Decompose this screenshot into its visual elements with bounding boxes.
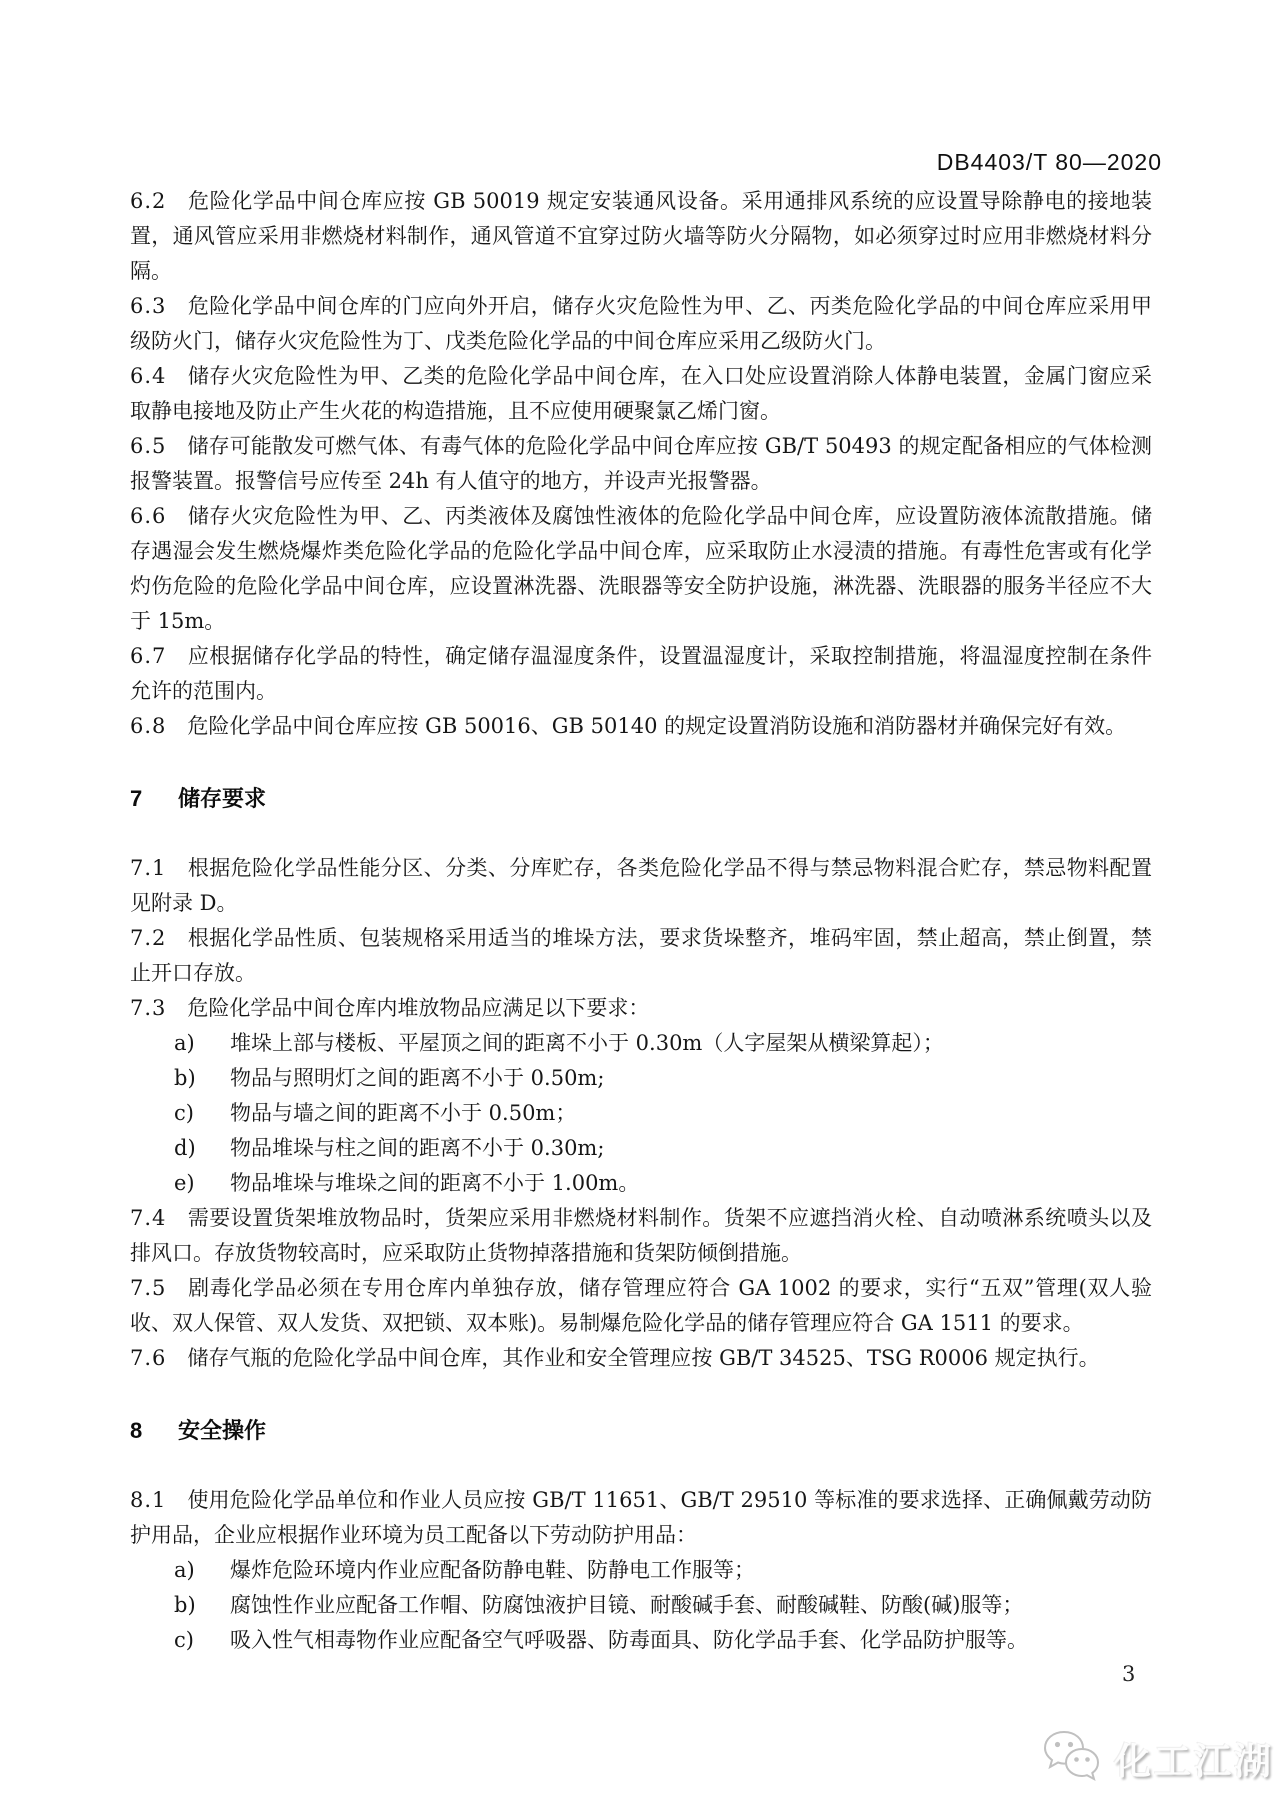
clause-number: 6.8 <box>130 714 167 738</box>
clause-text: 危险化学品中间仓库的门应向外开启，储存火灾危险性为甲、乙、丙类危险化学品的中间仓库应采用甲级防火门，储存火灾危险性为丁、戊类危险化学品的中间仓库应采用乙级防火门。 <box>130 294 1152 353</box>
clause-text: 危险化学品中间仓库应按 GB 50016、GB 50140 的规定设置消防设施和消防器材并确保完好有效。 <box>187 714 1127 738</box>
list-item-text: 堆垛上部与楼板、平屋顶之间的距离不小于 0.30m（人字屋架从横梁算起）； <box>230 1031 944 1055</box>
clause-number: 8.1 <box>130 1488 167 1512</box>
list-marker: b) <box>174 1066 196 1090</box>
list-marker: d) <box>174 1136 196 1160</box>
clause-text: 储存气瓶的危险化学品中间仓库，其作业和安全管理应按 GB/T 34525、TSG R0006 规定执行。 <box>187 1346 1100 1370</box>
clause-7-1 <box>130 851 1152 921</box>
clause-number: 6.5 <box>130 434 167 458</box>
list-item-text: 物品与墙之间的距离不小于 0.50m； <box>230 1101 577 1125</box>
section-number: 7 <box>130 786 143 811</box>
clause-7-4 <box>130 1201 1152 1271</box>
list-item <box>130 1131 1152 1166</box>
clause-6-4 <box>130 359 1152 429</box>
clause-text: 剧毒化学品必须在专用仓库内单独存放，储存管理应符合 GA 1002 的要求，实行“五双”管理(双人验收、双人保管、双人发货、双把锁、双本账)。易制爆危险化学品的储存管理应符合 GA 1511 的要求。 <box>130 1276 1152 1335</box>
section-number: 8 <box>130 1418 143 1443</box>
list-marker: e) <box>174 1171 195 1195</box>
clause-number: 6.6 <box>130 504 167 528</box>
clause-text: 储存火灾危险性为甲、乙类的危险化学品中间仓库，在入口处应设置消除人体静电装置，金属门窗应采取静电接地及防止产生火花的构造措施，且不应使用硬聚氯乙烯门窗。 <box>130 364 1152 423</box>
clause-6-8 <box>130 709 1152 744</box>
clause-text: 储存可能散发可燃气体、有毒气体的危险化学品中间仓库应按 GB/T 50493 的规定配备相应的气体检测报警装置。报警信号应传至 24h 有人值守的地方，并设声光报警器。 <box>130 434 1152 493</box>
list-item <box>130 1623 1152 1658</box>
clause-7-6 <box>130 1341 1152 1376</box>
list-item <box>130 1588 1152 1623</box>
clause-text: 需要设置货架堆放物品时，货架应采用非燃烧材料制作。货架不应遮挡消火栓、自动喷淋系统喷头以及排风口。存放货物较高时，应采取防止货物掉落措施和货架防倾倒措施。 <box>130 1206 1152 1265</box>
watermark-label: 化工江湖 <box>1114 1741 1274 1782</box>
clause-number: 7.6 <box>130 1346 167 1370</box>
clause-7-2 <box>130 921 1152 991</box>
list-item-text: 物品堆垛与柱之间的距离不小于 0.30m; <box>230 1136 605 1160</box>
doc-code-header: DB4403/T 80—2020 <box>936 149 1162 175</box>
clause-7-3 <box>130 991 1152 1026</box>
section-heading-8 <box>130 1413 1152 1448</box>
clause-number: 6.7 <box>130 644 167 668</box>
document-body <box>130 184 1152 1658</box>
list-item <box>130 1553 1152 1588</box>
clause-number: 7.3 <box>130 996 167 1020</box>
list-item <box>130 1096 1152 1131</box>
list-item-text: 物品与照明灯之间的距离不小于 0.50m; <box>230 1066 605 1090</box>
list-marker: b) <box>174 1593 196 1617</box>
clause-number: 7.4 <box>130 1206 167 1230</box>
clause-text: 危险化学品中间仓库内堆放物品应满足以下要求： <box>187 996 650 1020</box>
clause-6-7 <box>130 639 1152 709</box>
page-number: 3 <box>1122 1662 1136 1686</box>
clause-text: 使用危险化学品单位和作业人员应按 GB/T 11651、GB/T 29510 等标准的要求选择、正确佩戴劳动防护用品，企业应根据作业环境为员工配备以下劳动防护用品： <box>130 1488 1152 1547</box>
list-marker: c) <box>174 1101 194 1125</box>
list-marker: c) <box>174 1628 194 1652</box>
clause-6-3 <box>130 289 1152 359</box>
clause-text: 储存火灾危险性为甲、乙、丙类液体及腐蚀性液体的危险化学品中间仓库，应设置防液体流散措施。储存遇湿会发生燃烧爆炸类危险化学品的危险化学品中间仓库，应采取防止水浸渍的措施。有毒性危害或有化学灼伤危险的危险化学品中间仓库，应设置淋洗器、洗眼器等安全防护设施，淋洗器、洗眼器的服务半径应不大于 15m。 <box>130 504 1152 633</box>
list-item <box>130 1061 1152 1096</box>
watermark <box>1040 1727 1274 1789</box>
clause-text: 根据化学品性质、包装规格采用适当的堆垛方法，要求货垛整齐，堆码牢固，禁止超高，禁止倒置，禁止开口存放。 <box>130 926 1152 985</box>
stacking-requirements-list <box>130 1026 1152 1201</box>
list-item-text: 物品堆垛与堆垛之间的距离不小于 1.00m。 <box>230 1171 640 1195</box>
clause-text: 应根据储存化学品的特性，确定储存温湿度条件，设置温湿度计，采取控制措施，将温湿度控制在条件允许的范围内。 <box>130 644 1152 703</box>
clause-6-2 <box>130 184 1152 289</box>
clause-text: 危险化学品中间仓库应按 GB 50019 规定安装通风设备。采用通排风系统的应设置导除静电的接地装置，通风管应采用非燃烧材料制作，通风管道不宜穿过防火墙等防火分隔物，如必须穿过时应用非燃烧材料分隔。 <box>130 189 1152 283</box>
section-heading-7 <box>130 781 1152 816</box>
list-item <box>130 1166 1152 1201</box>
list-item-text: 吸入性气相毒物作业应配备空气呼吸器、防毒面具、防化学品手套、化学品防护服等。 <box>230 1628 1028 1652</box>
clause-number: 7.2 <box>130 926 167 950</box>
clause-number: 6.2 <box>130 189 167 213</box>
clause-7-5 <box>130 1271 1152 1341</box>
clause-number: 6.3 <box>130 294 167 318</box>
list-item <box>130 1026 1152 1061</box>
list-item-text: 腐蚀性作业应配备工作帽、防腐蚀液护目镜、耐酸碱手套、耐酸碱鞋、防酸(碱)服等； <box>230 1593 1024 1617</box>
clause-6-6 <box>130 499 1152 639</box>
list-item-text: 爆炸危险环境内作业应配备防静电鞋、防静电工作服等； <box>230 1558 755 1582</box>
list-marker: a) <box>174 1558 195 1582</box>
clause-number: 7.1 <box>130 856 167 880</box>
clause-number: 7.5 <box>130 1276 167 1300</box>
section-title: 安全操作 <box>178 1418 267 1443</box>
clause-6-5 <box>130 429 1152 499</box>
clause-8-1 <box>130 1483 1152 1553</box>
ppe-requirements-list <box>130 1553 1152 1658</box>
clause-text: 根据危险化学品性能分区、分类、分库贮存，各类危险化学品不得与禁忌物料混合贮存，禁忌物料配置见附录 D。 <box>130 856 1152 915</box>
wechat-bubbles-icon <box>1040 1727 1102 1789</box>
section-title: 储存要求 <box>178 786 267 811</box>
list-marker: a) <box>174 1031 195 1055</box>
clause-number: 6.4 <box>130 364 167 388</box>
